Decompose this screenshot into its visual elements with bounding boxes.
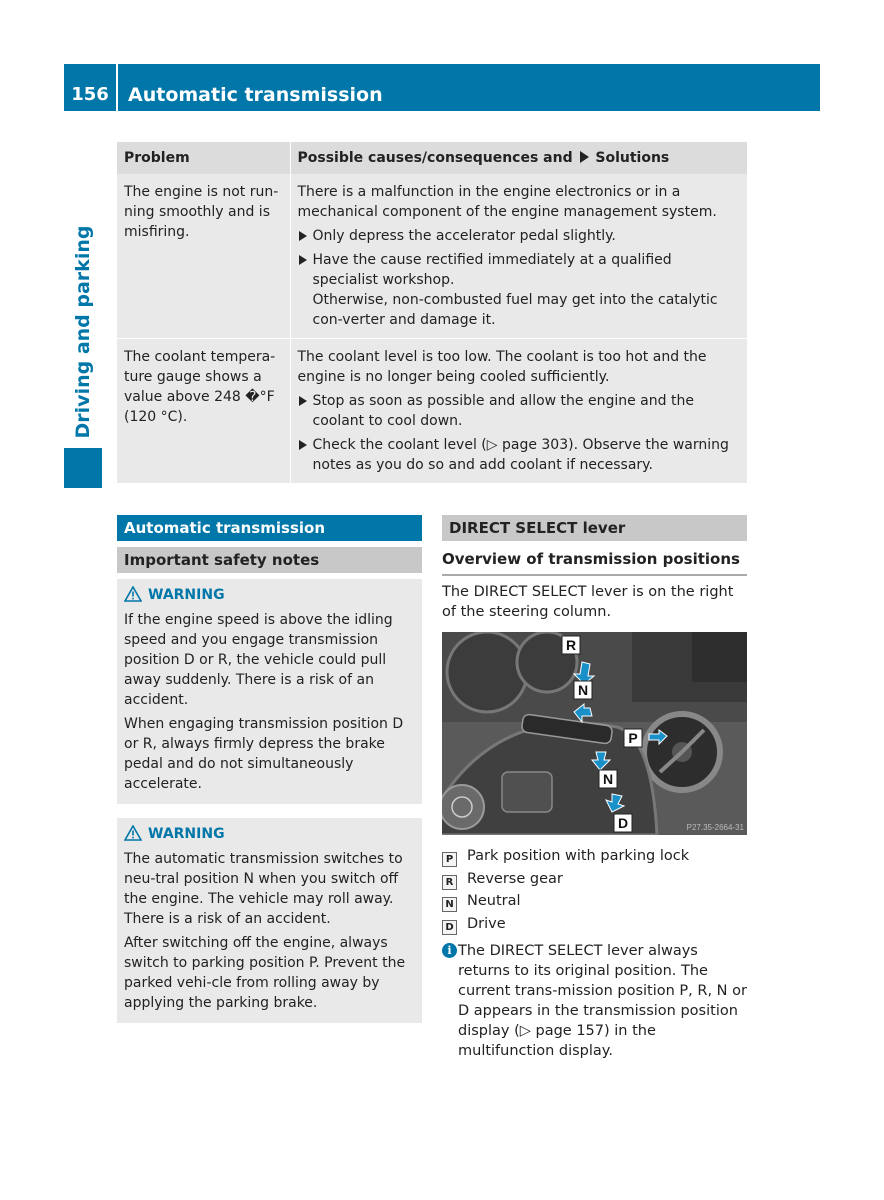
warning-box [117,818,422,1023]
warning-heading [124,822,415,846]
header-divider [116,64,118,111]
info-note [442,941,747,1061]
troubleshooting-table [117,142,747,483]
direct-select-lever-photo [442,632,747,835]
legend-key: N [442,897,457,912]
column-header-problem: Problem [117,142,290,174]
legend-text: Drive [467,915,506,932]
chapter-label: Driving and parking [72,225,94,439]
column-header-solutions-text: Possible causes/consequences and [297,150,573,166]
legend-item [442,890,747,913]
position-label-n2 [599,770,617,788]
solution-cell [290,174,747,339]
warning-paragraph: The automatic transmission switches to neu-tral position N when you switch off the engine. The vehicle may roll away. There is a risk of an accident. [124,851,403,927]
section-title: Automatic transmission [117,515,422,541]
cause-text: The coolant level is too low. The coolant is too hot and the engine is no longer being cooled sufficiently. [297,349,707,385]
legend-key: D [442,920,457,935]
legend-text: Reverse gear [467,870,563,887]
solution-step: Have the cause rectified immediately at a qualified specialist workshop. [298,250,741,290]
info-icon: i [442,943,457,958]
warning-paragraph: If the engine speed is above the idling speed and you engage transmission position D or R, the vehicle could pull away suddenly. There is a risk of an accident. [124,612,393,708]
problem-cell: The coolant tempera-ture gauge shows a value above 248 �°F (120 °C). [117,339,290,484]
column-header-solutions [290,142,747,174]
right-column [442,515,747,1061]
position-label-n [574,681,592,699]
position-label-d [614,814,632,832]
cause-text: There is a malfunction in the engine electronics or in a mechanical component of the engine management system. [297,184,717,220]
intro-text: The DIRECT SELECT lever is on the right of the steering column. [442,584,734,620]
warning-triangle-icon [124,825,142,841]
svg-text:N: N [577,682,589,698]
subsection-title: Important safety notes [117,547,422,573]
position-label-p [624,729,642,747]
svg-text:D: D [617,815,629,831]
solution-step: Only depress the accelerator pedal slightly. [298,226,741,246]
svg-text:N: N [602,771,614,787]
info-note-text: The DIRECT SELECT lever always returns to its original position. The current trans-mission position P, R, N or D appears in the transmission position display (▷ page 157) in the multifunction display. [458,943,747,1059]
solution-cell [290,339,747,484]
table-header-row [117,142,747,174]
solution-step-note: Otherwise, non-combusted fuel may get into the catalytic con-verter and damage it. [312,292,718,328]
chapter-marker [64,448,102,488]
warning-paragraph: When engaging transmission position D or R, always firmly depress the brake pedal and do not simultaneously accelerate. [124,716,404,792]
warning-heading [124,583,415,607]
svg-text:R: R [565,637,577,653]
chapter-side-tab [64,222,102,488]
warning-heading-text: WARNING [148,587,225,603]
section-title: DIRECT SELECT lever [442,515,747,541]
bullet-triangle-icon [580,151,589,163]
problem-cell: The engine is not run-ning smoothly and is misfiring. [117,174,290,339]
table-row [117,174,747,339]
warning-box [117,579,422,804]
solution-step: Stop as soon as possible and allow the engine and the coolant to cool down. [298,391,741,431]
legend-text: Park position with parking lock [467,848,690,864]
page-header [64,64,820,111]
legend-item [442,868,747,891]
chapter-label-wrap [64,222,102,442]
solution-step: Check the coolant level (▷ page 303). Observe the warning notes as you do so and add coolant if necessary. [298,435,741,475]
position-legend [442,845,747,935]
image-code: P27.35-2664-31 [686,823,744,832]
page-number: 156 [71,84,109,105]
page-title: Automatic transmission [128,84,383,106]
position-label-r [562,636,580,654]
legend-text: Neutral [467,893,521,909]
table-row [117,339,747,484]
left-column [117,515,422,1023]
svg-text:P: P [628,730,638,746]
legend-key: R [442,875,457,890]
legend-item [442,913,747,936]
legend-key: P [442,852,457,867]
column-header-solutions-word: Solutions [595,150,670,166]
warning-paragraph: After switching off the engine, always switch to parking position P. Prevent the parked vehi-cle from rolling away by applying the parking brake. [124,935,406,1011]
warning-heading-text: WARNING [148,826,225,842]
warning-triangle-icon [124,586,142,602]
subsection-title: Overview of transmission positions [442,546,747,576]
legend-item [442,845,747,868]
